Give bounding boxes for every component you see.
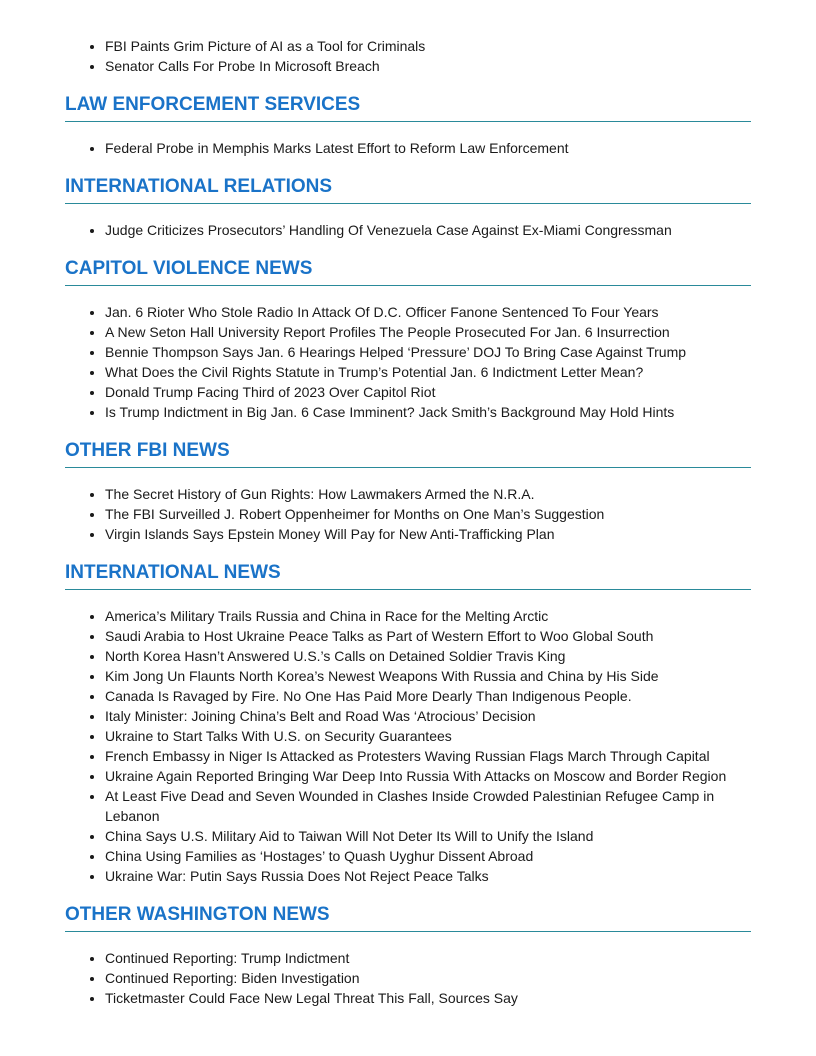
section-international-news [65, 561, 751, 886]
list-item[interactable]: • The Secret History of Gun Rights: How Lawmakers Armed the N.R.A. [105, 484, 751, 504]
list-item[interactable]: • FBI Paints Grim Picture of AI as a Tool for Criminals [105, 36, 751, 56]
list-item[interactable]: • The FBI Surveilled J. Robert Oppenheimer for Months on One Man’s Suggestion [105, 504, 751, 524]
section-other-washington-news [65, 903, 751, 1008]
list-item[interactable]: • Donald Trump Facing Third of 2023 Over Capitol Riot [105, 382, 751, 402]
list-item[interactable]: • Virgin Islands Says Epstein Money Will Pay for New Anti-Trafficking Plan [105, 524, 751, 544]
list-item[interactable]: • Continued Reporting: Trump Indictment [105, 948, 751, 968]
section-heading: CAPITOL VIOLENCE NEWS [65, 257, 751, 286]
list-item[interactable]: • Is Trump Indictment in Big Jan. 6 Case Imminent? Jack Smith’s Background May Hold Hints [105, 402, 751, 422]
list-item[interactable]: • Canada Is Ravaged by Fire. No One Has Paid More Dearly Than Indigenous People. [105, 686, 751, 706]
list-item[interactable]: • Judge Criticizes Prosecutors’ Handling Of Venezuela Case Against Ex-Miami Congressman [105, 220, 751, 240]
list-item[interactable]: • North Korea Hasn’t Answered U.S.’s Calls on Detained Soldier Travis King [105, 646, 751, 666]
section-heading: OTHER WASHINGTON NEWS [65, 903, 751, 932]
list-item[interactable]: • What Does the Civil Rights Statute in Trump’s Potential Jan. 6 Indictment Letter Mean? [105, 362, 751, 382]
section-heading: INTERNATIONAL NEWS [65, 561, 751, 590]
list-item[interactable]: • A New Seton Hall University Report Profiles The People Prosecuted For Jan. 6 Insurrection [105, 322, 751, 342]
list-item[interactable]: • At Least Five Dead and Seven Wounded in Clashes Inside Crowded Palestinian Refugee Camp in Lebanon [105, 786, 751, 826]
section-law-enforcement-services [65, 93, 751, 158]
article-list [65, 220, 751, 240]
section-other-fbi-news [65, 439, 751, 544]
list-item[interactable]: • Bennie Thompson Says Jan. 6 Hearings Helped ‘Pressure’ DOJ To Bring Case Against Trump [105, 342, 751, 362]
list-item[interactable]: • Ukraine Again Reported Bringing War Deep Into Russia With Attacks on Moscow and Border Region [105, 766, 751, 786]
list-item[interactable]: • Ticketmaster Could Face New Legal Threat This Fall, Sources Say [105, 988, 751, 1008]
article-list [65, 484, 751, 544]
section-international-relations [65, 175, 751, 240]
list-item[interactable]: • Senator Calls For Probe In Microsoft Breach [105, 56, 751, 76]
section-heading: OTHER FBI NEWS [65, 439, 751, 468]
section-heading: LAW ENFORCEMENT SERVICES [65, 93, 751, 122]
list-item[interactable]: • Ukraine War: Putin Says Russia Does Not Reject Peace Talks [105, 866, 751, 886]
list-item[interactable]: • China Says U.S. Military Aid to Taiwan Will Not Deter Its Will to Unify the Island [105, 826, 751, 846]
list-item[interactable]: • French Embassy in Niger Is Attacked as Protesters Waving Russian Flags March Through Capital [105, 746, 751, 766]
list-item[interactable]: • China Using Families as ‘Hostages’ to Quash Uyghur Dissent Abroad [105, 846, 751, 866]
article-list [65, 606, 751, 886]
newsletter-page [65, 36, 751, 1008]
list-item[interactable]: • Jan. 6 Rioter Who Stole Radio In Attack Of D.C. Officer Fanone Sentenced To Four Years [105, 302, 751, 322]
list-item[interactable]: • Continued Reporting: Biden Investigation [105, 968, 751, 988]
list-item[interactable]: • Italy Minister: Joining China’s Belt and Road Was ‘Atrocious’ Decision [105, 706, 751, 726]
article-list [65, 138, 751, 158]
list-item[interactable]: • Federal Probe in Memphis Marks Latest Effort to Reform Law Enforcement [105, 138, 751, 158]
intro-list [65, 36, 751, 76]
article-list [65, 302, 751, 422]
list-item[interactable]: • Kim Jong Un Flaunts North Korea’s Newest Weapons With Russia and China by His Side [105, 666, 751, 686]
section-capitol-violence-news [65, 257, 751, 422]
list-item[interactable]: • Ukraine to Start Talks With U.S. on Security Guarantees [105, 726, 751, 746]
list-item[interactable]: • America’s Military Trails Russia and China in Race for the Melting Arctic [105, 606, 751, 626]
article-list [65, 948, 751, 1008]
list-item[interactable]: • Saudi Arabia to Host Ukraine Peace Talks as Part of Western Effort to Woo Global South [105, 626, 751, 646]
section-heading: INTERNATIONAL RELATIONS [65, 175, 751, 204]
